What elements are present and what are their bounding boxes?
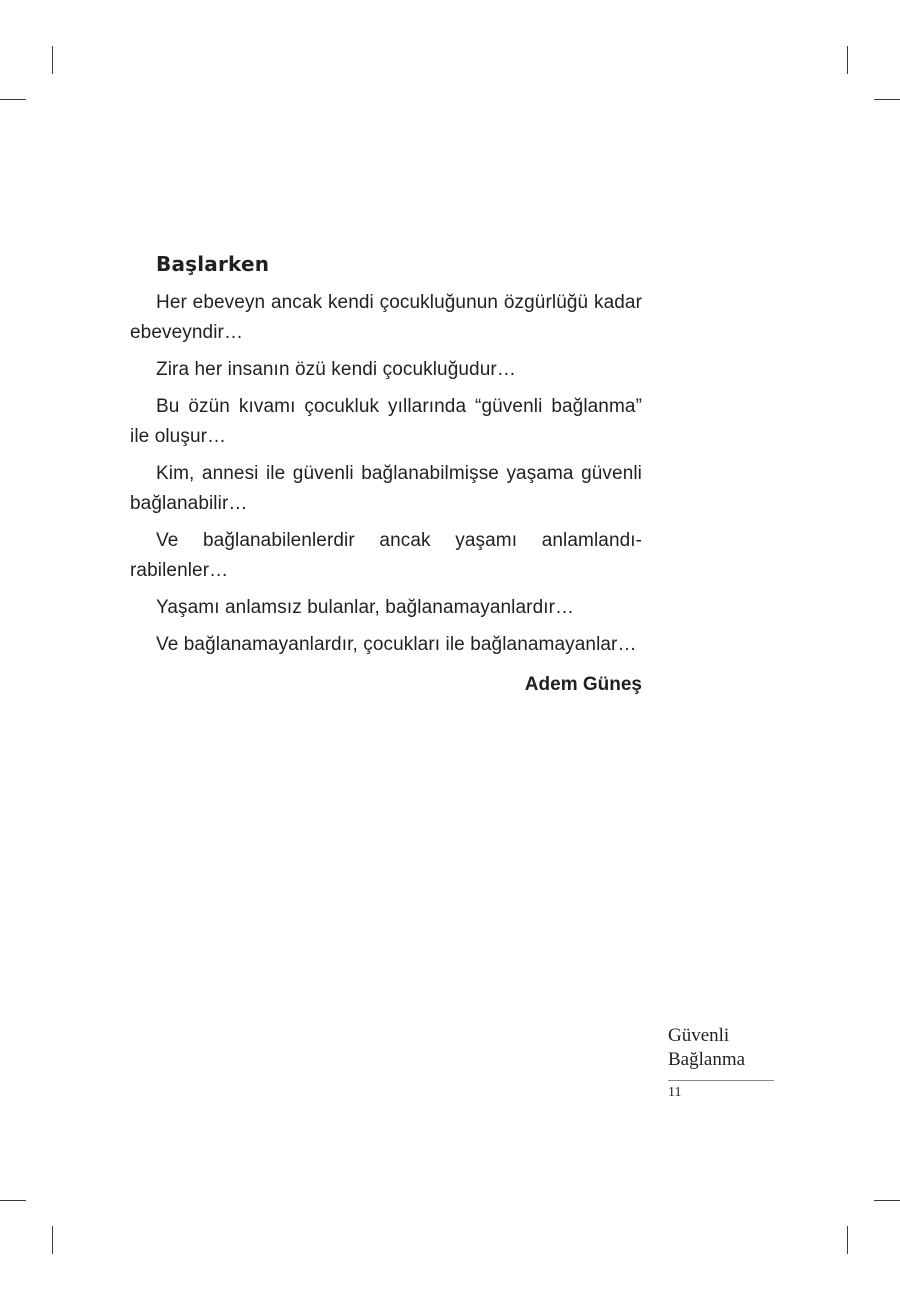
running-title-line: Güvenli [668,1025,730,1046]
crop-mark-bottom-right-horizontal [874,1200,900,1201]
paragraph: Bu özün kıvamı çocukluk yıllarında “güvenli bağlanma” ile oluşur… [130,396,642,447]
crop-mark-top-left-horizontal [0,99,26,100]
running-title-line: Bağlanma [668,1049,746,1070]
crop-mark-top-right-horizontal [874,99,900,100]
paragraph: Her ebeveyn ancak kendi çocukluğunun özgürlüğü kadar ebeveyndir… [130,292,642,343]
paragraph: Kim, annesi ile güvenli bağlanabilmişse yaşama güvenli bağlanabilir… [130,463,642,514]
footer-rule [668,1080,774,1081]
crop-mark-top-right-vertical [847,46,848,74]
paragraph: Ve bağlanamayanlardır, çocukları ile bağlanamayanlar… [156,634,637,655]
crop-mark-bottom-left-vertical [52,1226,53,1254]
paragraph: Ve bağlanabilenlerdir ancak yaşamı anlamlandırabilenler… [130,530,642,581]
crop-mark-bottom-right-vertical [847,1226,848,1254]
section-heading: Başlarken [156,252,270,276]
main-text-block [130,252,642,696]
running-title [668,1024,774,1072]
author-signature: Adem Güneş [524,674,642,695]
crop-mark-top-left-vertical [52,46,53,74]
page-number: 11 [668,1085,682,1100]
crop-mark-bottom-left-horizontal [0,1200,26,1201]
paragraph: Zira her insanın özü kendi çocukluğudur… [156,359,516,380]
paragraph: Yaşamı anlamsız bulanlar, bağlanamayanlardır… [156,597,575,618]
